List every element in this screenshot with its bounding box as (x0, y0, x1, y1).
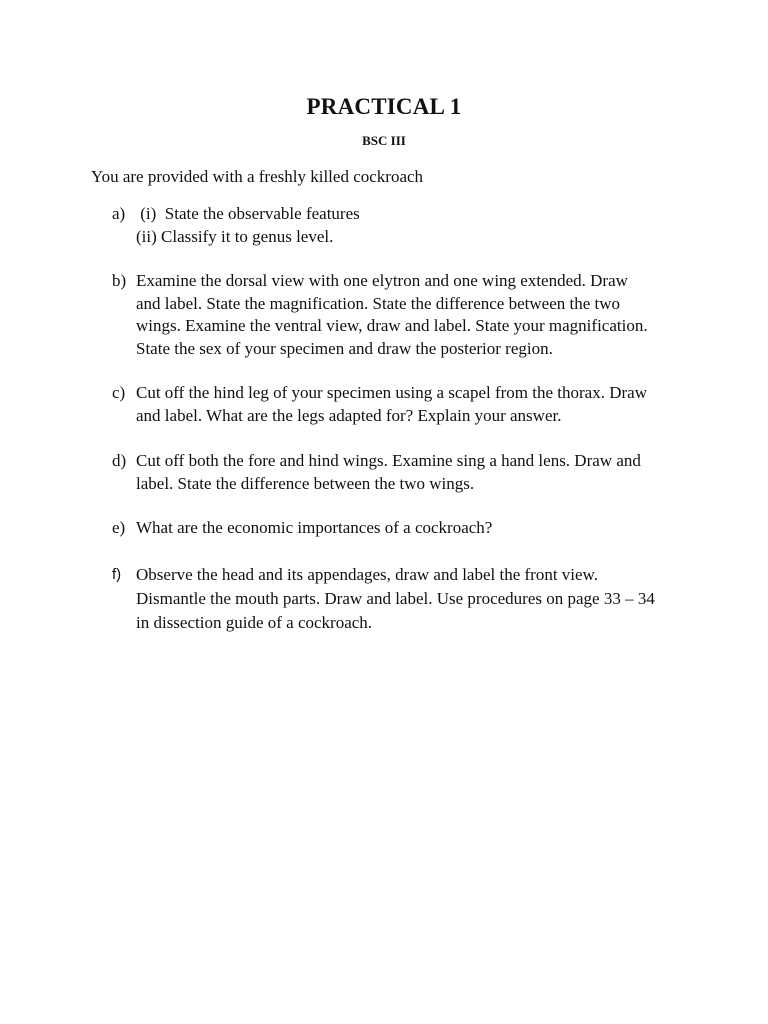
question-a (112, 203, 682, 248)
document-title: PRACTICAL 1 (306, 94, 462, 119)
question-line: State the sex of your specimen and draw the posterior region. (136, 338, 553, 358)
document-subtitle: BSC III (362, 133, 406, 148)
question-line: (ii) Classify it to genus level. (136, 226, 334, 246)
intro-text: You are provided with a freshly killed cockroach (91, 167, 424, 186)
question-line: in dissection guide of a cockroach. (136, 613, 373, 632)
question-d (112, 450, 682, 495)
question-line: wings. Examine the ventral view, draw and label. State your magnification. (136, 316, 648, 335)
question-c (112, 382, 682, 427)
question-line: Examine the dorsal view with one elytron and one wing extended. Draw (136, 271, 628, 290)
question-label: d) (112, 451, 127, 470)
question-label: b) (112, 271, 127, 290)
question-label: e) (112, 518, 126, 537)
question-label: f) (112, 566, 122, 583)
question-label: c) (112, 383, 126, 402)
question-line: Dismantle the mouth parts. Draw and label. Use procedures on page 33 – 34 (136, 589, 655, 608)
question-line: Observe the head and its appendages, draw and label the front view. (136, 565, 598, 584)
question-line: Cut off both the fore and hind wings. Examine sing a hand lens. Draw and (136, 451, 641, 470)
question-line: label. State the difference between the two wings. (136, 473, 475, 493)
question-e (112, 517, 682, 540)
question-line: Cut off the hind leg of your specimen using a scapel from the thorax. Draw (136, 383, 647, 402)
question-line: and label. State the magnification. State the difference between the two (136, 293, 621, 313)
question-b (112, 270, 682, 360)
question-line: What are the economic importances of a cockroach? (136, 518, 493, 537)
question-line: (i) State the observable features (136, 204, 360, 223)
question-f (112, 563, 682, 635)
question-line: and label. What are the legs adapted for? Explain your answer. (136, 405, 562, 425)
question-label: a) (112, 204, 126, 223)
